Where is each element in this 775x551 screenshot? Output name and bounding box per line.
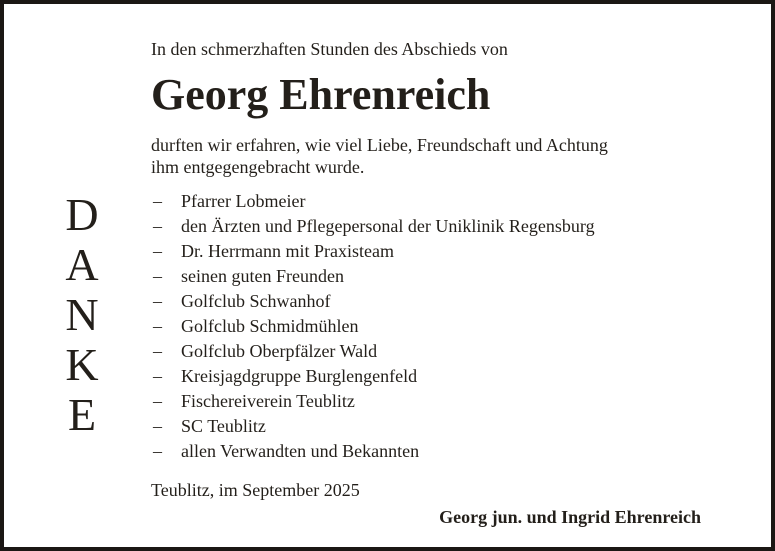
list-item — [151, 239, 595, 264]
list-item — [151, 214, 595, 239]
list-item — [151, 414, 595, 439]
danke-letter-n: N — [65, 289, 99, 340]
list-dash: – — [153, 241, 162, 261]
list-item-text: Dr. Herrmann mit Praxisteam — [181, 241, 394, 261]
signature: Georg jun. und Ingrid Ehrenreich — [439, 507, 701, 527]
list-item-text: Golfclub Schmidmühlen — [181, 316, 359, 336]
danke-letter-e: E — [67, 389, 97, 440]
list-item-text: Golfclub Schwanhof — [181, 291, 331, 311]
list-item — [151, 439, 595, 464]
danke-letter-a: A — [65, 239, 99, 290]
list-dash: – — [153, 291, 162, 311]
thanks-line-1: durften wir erfahren, wie viel Liebe, Freundschaft und Achtung — [151, 135, 608, 155]
list-dash: – — [153, 316, 162, 336]
place-date: Teublitz, im September 2025 — [151, 480, 360, 500]
list-item-text: den Ärzten und Pflegepersonal der Uniklinik Regensburg — [181, 216, 595, 236]
list-item — [151, 314, 595, 339]
list-item — [151, 389, 595, 414]
list-item-text: seinen guten Freunden — [181, 266, 344, 286]
thanks-paragraph — [151, 134, 608, 178]
list-dash: – — [153, 441, 162, 461]
list-item-text: SC Teublitz — [181, 416, 266, 436]
list-dash: – — [153, 366, 162, 386]
list-item — [151, 189, 595, 214]
list-item — [151, 339, 595, 364]
list-item — [151, 364, 595, 389]
list-item-text: Pfarrer Lobmeier — [181, 191, 306, 211]
list-item-text: Golfclub Oberpfälzer Wald — [181, 341, 378, 361]
list-item-text: Kreisjagdgruppe Burglengenfeld — [181, 366, 418, 386]
danke-vertical-word — [60, 190, 104, 440]
thanks-line-2: ihm entgegengebracht wurde. — [151, 157, 365, 177]
danke-letter-d: D — [65, 189, 99, 240]
list-item — [151, 289, 595, 314]
list-dash: – — [153, 341, 162, 361]
list-dash: – — [153, 391, 162, 411]
list-dash: – — [153, 216, 162, 236]
list-item-text: Fischereiverein Teublitz — [181, 391, 355, 411]
list-item — [151, 264, 595, 289]
list-item-text: allen Verwandten und Bekannten — [181, 441, 420, 461]
intro-text: In den schmerzhaften Stunden des Abschieds von — [151, 39, 508, 59]
list-dash: – — [153, 191, 162, 211]
danke-letter-k: K — [65, 339, 99, 390]
thanks-list — [151, 189, 595, 464]
list-dash: – — [153, 266, 162, 286]
list-dash: – — [153, 416, 162, 436]
deceased-name: Georg Ehrenreich — [151, 70, 491, 119]
